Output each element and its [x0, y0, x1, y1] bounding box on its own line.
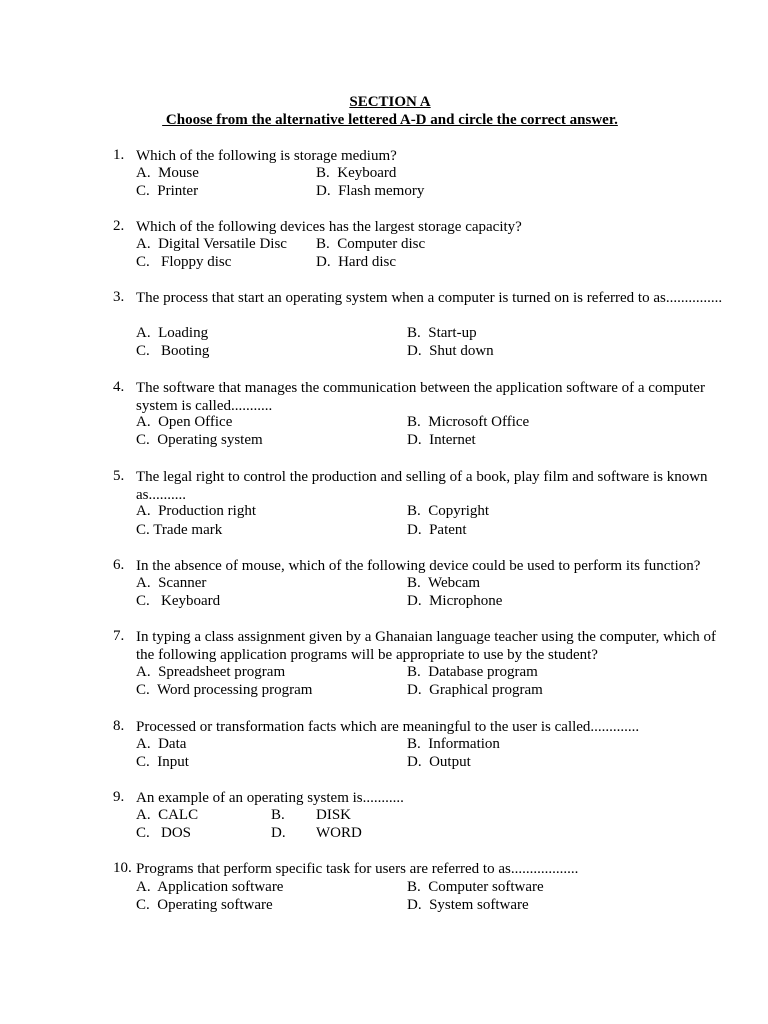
option-b[interactable]: B. Database program	[407, 664, 538, 680]
option-a[interactable]: A. Mouse	[136, 165, 199, 181]
option-c[interactable]: C. Operating system	[136, 432, 263, 448]
section-instruction: Choose from the alternative lettered A-D and circle the correct answer.	[162, 112, 618, 128]
option-c[interactable]: C. Keyboard	[136, 593, 221, 609]
option-c[interactable]: C. Word processing program	[136, 682, 313, 698]
option-a[interactable]: A. Application software	[136, 879, 284, 895]
question-number: 7.	[113, 628, 125, 644]
option-d[interactable]: D. Flash memory	[316, 183, 425, 199]
question-number: 4.	[113, 379, 125, 395]
option-a[interactable]: A. Open Office	[136, 414, 233, 430]
option-d[interactable]: D. Shut down	[407, 343, 494, 359]
question-number: 3.	[113, 289, 125, 305]
option-d-letter[interactable]: D.	[271, 825, 286, 841]
option-a[interactable]: A. Production right	[136, 503, 256, 519]
option-d[interactable]: D. Output	[407, 754, 471, 770]
question-text: Which of the following is storage medium?	[136, 148, 397, 164]
question-text: The legal right to control the production and selling of a book, play film and software is known as..........	[136, 469, 708, 503]
option-c[interactable]: C. Input	[136, 754, 189, 770]
option-b[interactable]: B. Keyboard	[316, 165, 397, 181]
option-a[interactable]: A. Data	[136, 736, 187, 752]
option-b[interactable]: B. Copyright	[407, 503, 490, 519]
option-c[interactable]: C. Printer	[136, 183, 199, 199]
question-text: In typing a class assignment given by a Ghanaian language teacher using the computer, which of the following application programs will be appropriate to use by the student?	[136, 629, 717, 663]
option-b[interactable]: B. Webcam	[407, 575, 481, 591]
question-text: An example of an operating system is...........	[136, 790, 404, 806]
question-number: 9.	[113, 789, 125, 805]
option-d-text[interactable]: WORD	[316, 825, 362, 841]
question-text: Processed or transformation facts which are meaningful to the user is called.............	[136, 719, 640, 735]
question-text: Programs that perform specific task for users are referred to as..................	[136, 861, 579, 877]
option-d[interactable]: D. Microphone	[407, 593, 503, 609]
question-text: In the absence of mouse, which of the following device could be used to perform its function?	[136, 558, 701, 574]
option-c[interactable]: C. DOS	[136, 825, 192, 841]
option-a[interactable]: A. Scanner	[136, 575, 207, 591]
question-number: 2.	[113, 218, 125, 234]
option-a[interactable]: A. Loading	[136, 325, 209, 341]
question-number: 10.	[113, 860, 132, 876]
question-number: 1.	[113, 147, 125, 163]
question-text: The process that start an operating system when a computer is turned on is referred to as...............	[136, 290, 723, 306]
option-d[interactable]: D. System software	[407, 897, 529, 913]
option-d[interactable]: D. Internet	[407, 432, 476, 448]
option-c[interactable]: C. Booting	[136, 343, 210, 359]
option-d[interactable]: D. Graphical program	[407, 682, 543, 698]
option-b[interactable]: B. Microsoft Office	[407, 414, 530, 430]
question-number: 6.	[113, 557, 125, 573]
option-a[interactable]: A. Spreadsheet program	[136, 664, 286, 680]
option-b-letter[interactable]: B.	[271, 807, 285, 823]
option-c[interactable]: C. Floppy disc	[136, 254, 232, 270]
option-b[interactable]: B. Start-up	[407, 325, 477, 341]
option-c[interactable]: C. Operating software	[136, 897, 273, 913]
question-number: 8.	[113, 718, 125, 734]
question-number: 5.	[113, 468, 125, 484]
question-text: The software that manages the communication between the application software of a computer system is called...........	[136, 380, 705, 414]
option-b[interactable]: B. Computer disc	[316, 236, 426, 252]
option-b[interactable]: B. Information	[407, 736, 500, 752]
option-c[interactable]: C. Trade mark	[136, 522, 223, 538]
option-d[interactable]: D. Patent	[407, 522, 467, 538]
section-title: SECTION A	[349, 94, 431, 110]
option-a[interactable]: A. Digital Versatile Disc	[136, 236, 287, 252]
option-d[interactable]: D. Hard disc	[316, 254, 396, 270]
option-b-text[interactable]: DISK	[316, 807, 352, 823]
question-text: Which of the following devices has the largest storage capacity?	[136, 219, 522, 235]
option-b[interactable]: B. Computer software	[407, 879, 544, 895]
option-a[interactable]: A. CALC	[136, 807, 199, 823]
